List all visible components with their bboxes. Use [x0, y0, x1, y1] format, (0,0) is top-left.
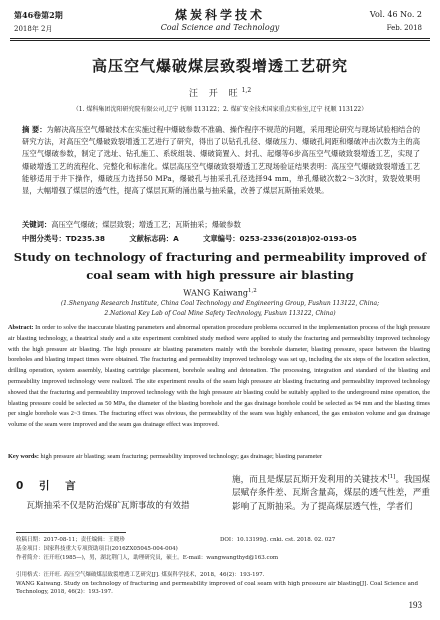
keywords-en-text: high pressure air blasting; seam fracturing; permeability improved technology; gas drainage; blasting parameter — [40, 453, 323, 460]
affiliation-en-line-1: (1.Shenyang Research Institute, China Coal Technology and Engineering Group, Fushun 113122, China; — [60, 300, 380, 307]
intro-right-part-1: 施，而且是煤层瓦斯开发利用的关键技术 — [232, 474, 388, 485]
author-name-en: WANG Kaiwang — [183, 288, 248, 298]
keywords-en — [8, 453, 430, 460]
author-affil-mark-en: 1,2 — [247, 288, 257, 294]
intro-paragraph-left: 瓦斯抽采不仅是防治煤矿瓦斯事故的有效措 — [26, 501, 190, 511]
abstract-cn-text: 为解决高压空气爆破技术在实施过程中爆破参数不准确、操作程序不规范的问题，采用理论研究与现场试验相结合的研究方法，对高压空气爆破致裂增透工艺进行了研究，得出了以钻孔孔径、爆破压力、爆破孔间距和爆破冲击次数为主的高压空气爆破参数，制定了选址、钻孔施工、系统组装、爆破筒置入、封孔、起爆等6步高压空气爆破致裂增透工艺，实现了爆破增透工艺的流程化、完整化和标准化。煤层高压空气爆破致裂增透工艺现场验证结果表明：高压空气爆破致裂增透工艺能够适用于井下操作，爆破压力选择50 MPa，爆破孔与抽采孔孔径选择94 mm，单孔爆破次数2～3次时，致裂效果明显，大幅增强了煤层的透气性，提高了煤层瓦斯的涌出量与抽采量，改善了煤层瓦斯抽采效果。 — [22, 125, 421, 196]
footnote-citation-cn: 引用格式：汪开旺. 高压空气爆破煤层致裂增透工艺研究[J]. 煤炭科学技术，2018，46(2)：193-197. — [16, 572, 265, 578]
intro-right-part-2: 。我国煤层赋存条件差、瓦斯含量高，煤层的透气性差，严重影响了瓦斯抽采。为了提高煤层透气性，学者们 — [232, 474, 430, 512]
section-heading-introduction: 0 引 言 — [16, 480, 82, 492]
author-name-cn: 汪 开 旺 — [188, 89, 242, 99]
keywords-cn-text: 高压空气爆破；煤层致裂；增透工艺；瓦斯抽采；爆破参数 — [51, 220, 241, 229]
keywords-en-label: Key words: — [8, 453, 39, 460]
article-title-en: Study on technology of fracturing and permeability improved of coal seam with high pressure air blasting — [13, 250, 427, 282]
volume-issue-en: Vol. 46 No. 2 — [369, 10, 422, 19]
abstract-en — [8, 323, 430, 431]
journal-name-cn: 煤炭科学技术 — [174, 8, 265, 22]
affiliation-en — [0, 299, 440, 318]
footnote-rule — [16, 532, 126, 533]
affiliation-en-line-2: 2.National Key Lab of Coal Mine Safety Technology, Fushun 113122, China) — [104, 309, 336, 317]
page-number: 193 — [408, 600, 422, 610]
abstract-en-text: In order to solve the inaccurate blasting parameters and abnormal operation procedure problems occurred in the implementation process of the high pressure air blasting technology, a theatrical study and a site experiment combined study method were applied to study the fracturing and permeability improved technology with the high pressure air blasting. The high pressure air blasting parameters mainly with the borehole diameter, blasting pressure, space between the blasting boreholes and blasting impact times were obtained. The fracturing and permeability improved technology was set up, including the six steps of the location selection, drilling operation, system assembly, blasting cartridge placement, borehole sealing and detonation. The processing, integration and standard of the blasting and permeability improved technology were realized. The site experiment results of the seam high pressure air blasting fracturing and permeability improved technology showed that the fracturing and permeability improved technology with the high pressure air blasting could be suitably applied to the underground mine operation, the blasting pressure could be selected as 50 MPa, the diameter of the blasting borehole and the gas drainage borehole could be selected as 94 mm and the blasting times per single borehole was 2~3 times. The fracturing effect was obvious, the permeability of the seam was highly enhanced, the gas emission volume and gas drainage volume of the seam were improved and the seam gas drainage effect was improved. — [8, 324, 430, 429]
header-rule-top — [10, 38, 430, 39]
volume-issue-cn: 第46卷第2期 — [14, 10, 63, 20]
classification-row — [22, 234, 420, 244]
citation-ref-1: [1] — [387, 474, 396, 480]
author-en — [0, 288, 440, 298]
article-number: 文章编号：0253-2336(2018)02-0193-05 — [203, 234, 357, 243]
author-cn — [0, 86, 440, 99]
keywords-cn — [22, 220, 420, 230]
clc-number: 中图分类号：TD235.38 — [22, 234, 105, 243]
date-en: Feb. 2018 — [386, 24, 422, 32]
intro-paragraph-right — [232, 471, 430, 514]
footnote-doi: DOI：10.13199/j. cnki. cst. 2018. 02. 027 — [220, 537, 336, 543]
footnote-author-bio: 作者简介：汪开旺(1985—)，男，湖北荆门人，助理研究员，硕士。E-mail：wangwangthyd@163.com — [16, 555, 279, 561]
footnote-fund: 基金项目：国家科技重大专项资助项目(2016ZX05045-004-004) — [16, 546, 178, 552]
abstract-cn-label: 摘 要： — [22, 125, 47, 134]
document-code: 文献标志码：A — [129, 234, 179, 243]
affiliation-cn: （1. 煤科集团沈阳研究院有限公司,辽宁 抚顺 113122；2. 煤矿安全技术国家重点实验室,辽宁 抚顺 113122） — [72, 106, 368, 113]
author-affil-mark-cn: 1,2 — [241, 87, 252, 94]
header-rule-bottom — [10, 40, 430, 41]
date-cn: 2018年 2月 — [14, 25, 53, 33]
abstract-en-label: Abstract: — [8, 324, 34, 331]
abstract-cn — [22, 124, 420, 197]
article-title-cn: 高压空气爆破煤层致裂增透工艺研究 — [91, 57, 348, 75]
footnote-citation-en: WANG Kaiwang. Study on technology of fracturing and permeability improved of coal seam with high pressure air blasting[J]. Coal Science and Technology, 2018, 46(2)：193-197. — [16, 581, 418, 595]
journal-name-en: Coal Science and Technology — [160, 23, 280, 32]
keywords-cn-label: 关键词： — [22, 220, 52, 229]
footnote-received: 收稿日期：2017-08-11；责任编辑：王晓珍 — [16, 537, 125, 543]
